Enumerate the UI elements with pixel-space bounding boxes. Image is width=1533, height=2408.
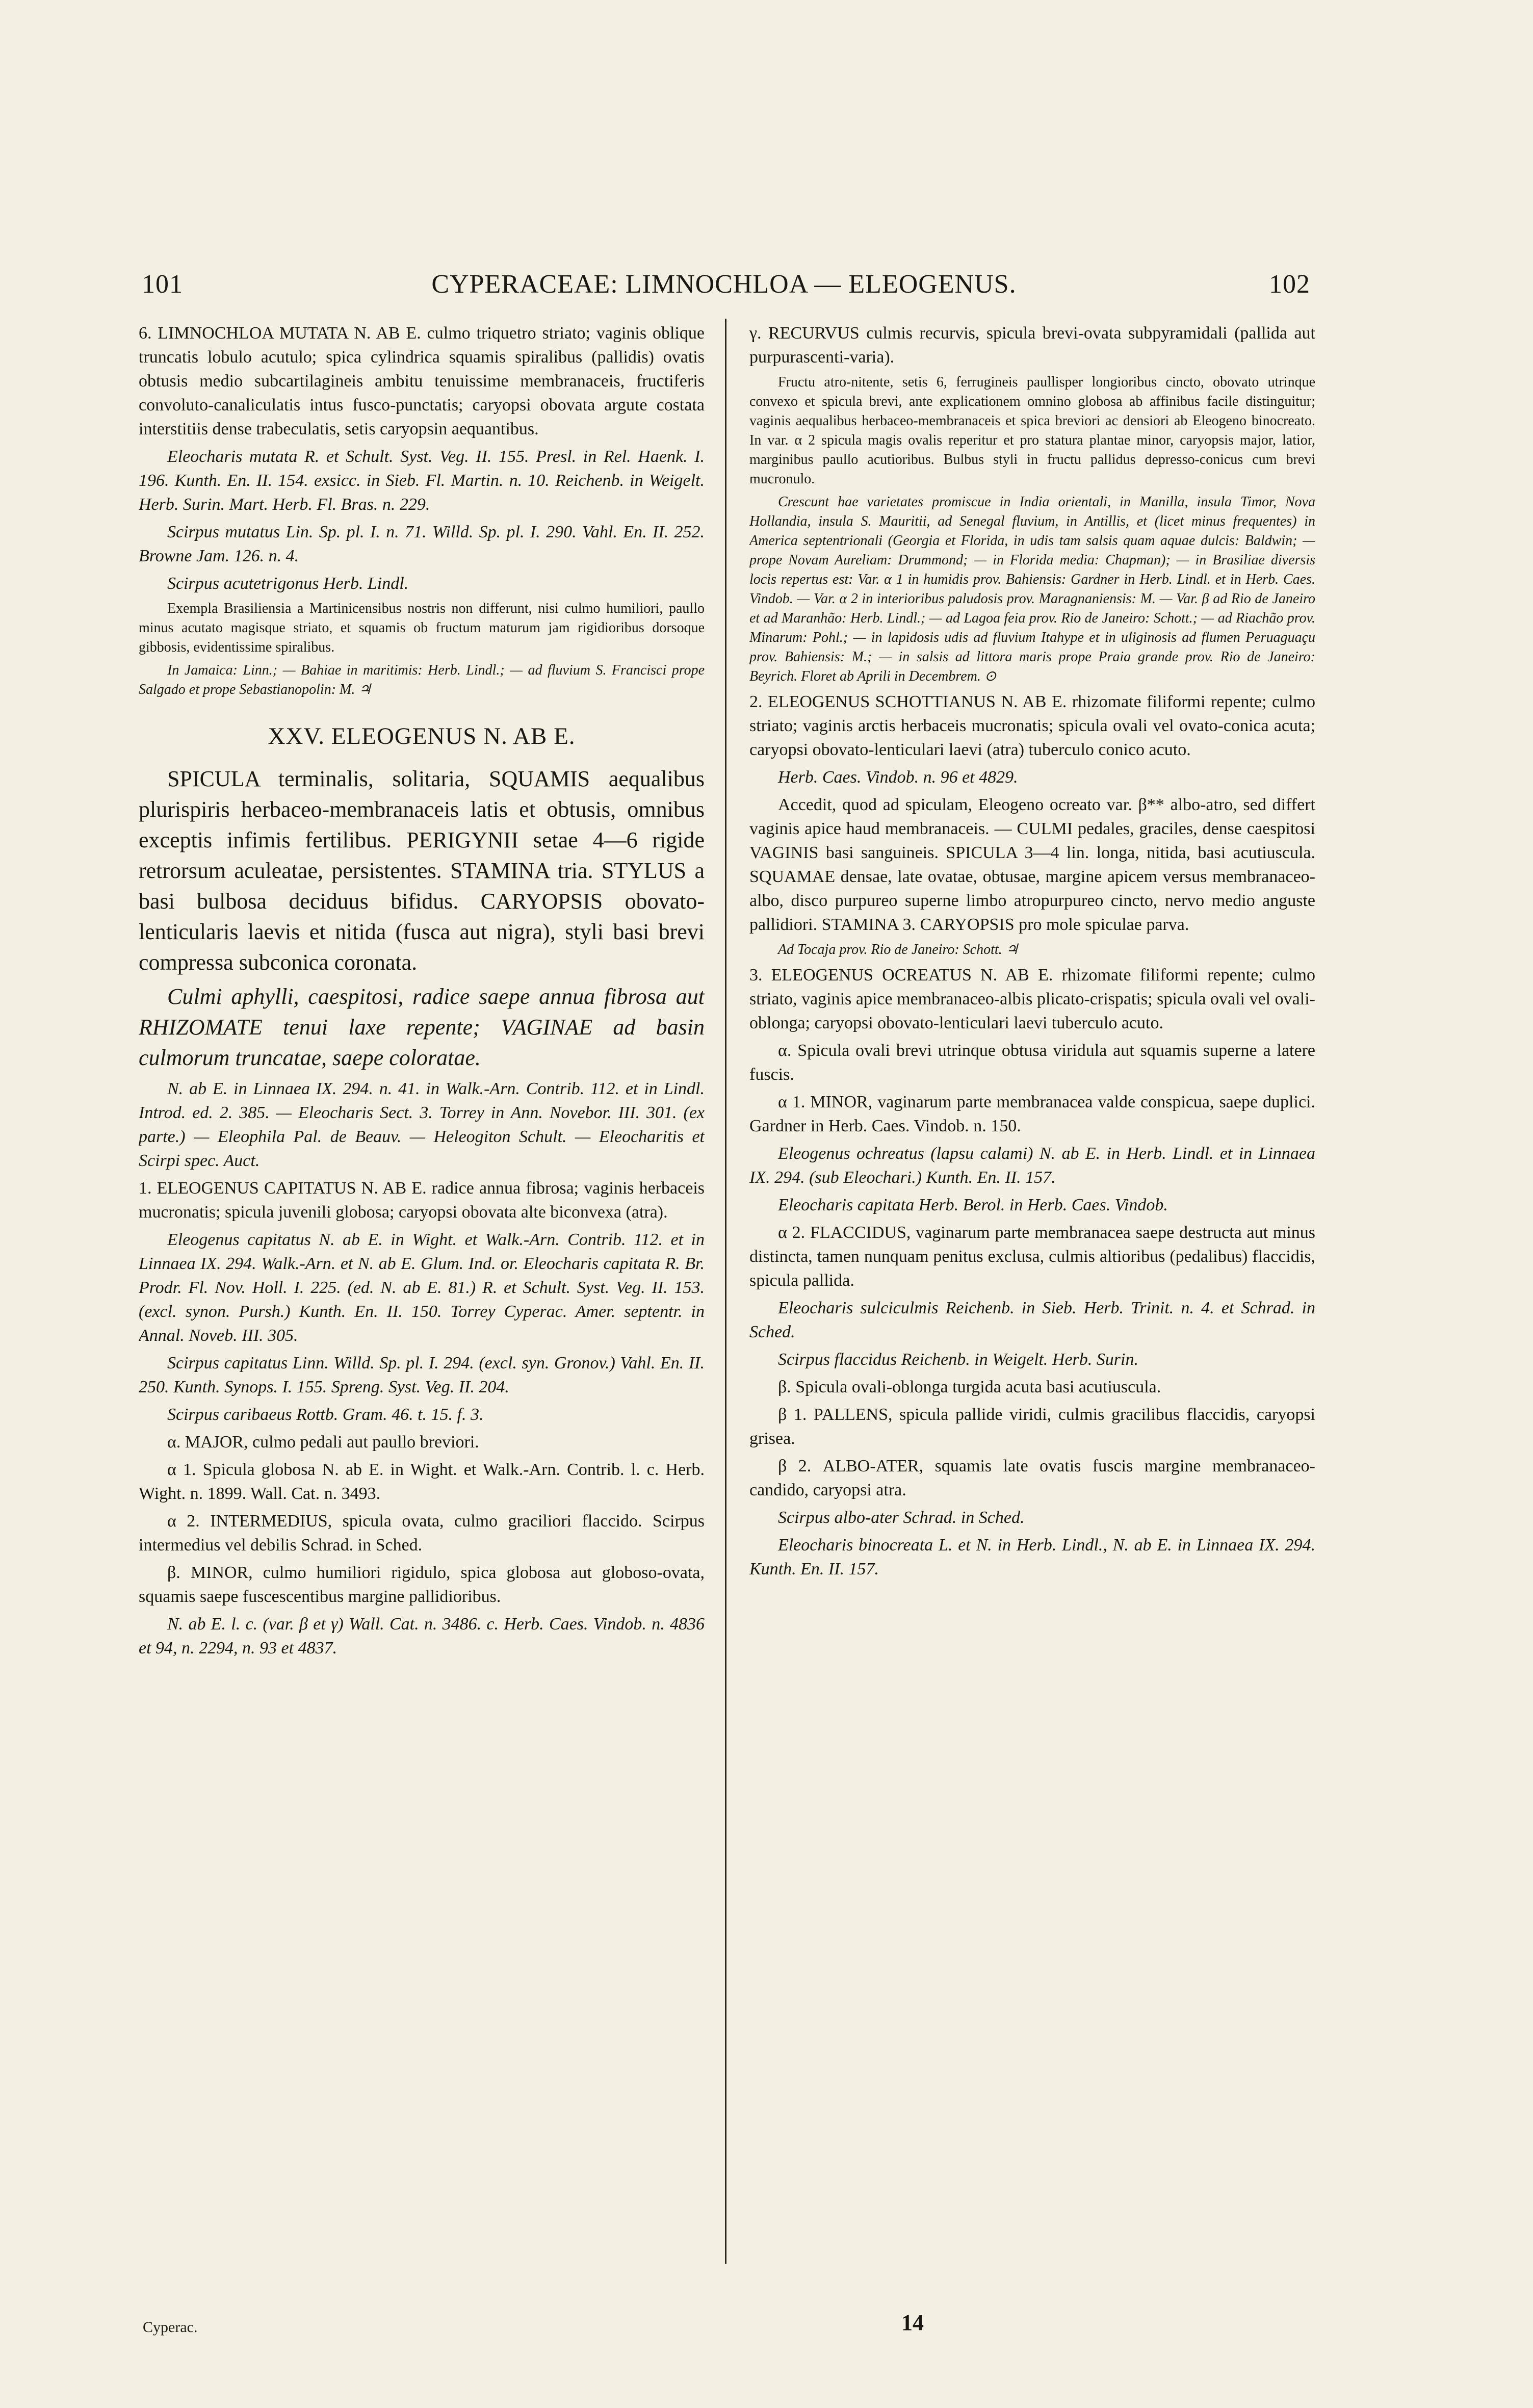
paragraph: Exempla Brasiliensia a Martinicensibus nostris non differunt, nisi culmo humiliori, paullo minus acutato magisque striato, et squamis ob fructum maturum jam rigidioribus dorsoque gibbosis, evidentissime spiralibus. xyxy=(139,601,705,655)
paragraph: Scirpus mutatus Lin. Sp. pl. I. n. 71. Willd. Sp. pl. I. 290. Vahl. En. II. 252. Browne Jam. 126. n. 4. xyxy=(139,523,705,565)
footer-signature-label: Cyperac. xyxy=(143,2319,198,2336)
paragraph: N. ab E. in Linnaea IX. 294. n. 41. in Walk.-Arn. Contrib. 112. et in Lindl. Introd. ed. 2. 385. — Eleocharis Sect. 3. Torrey in Ann. Novebor. III. 301. (ex parte.) — Eleophila Pal. de Beauv. — Heleogiton Schult. — Eleocharitis et Scirpi spec. Auct. xyxy=(139,1079,705,1170)
paragraph: α 1. Spicula globosa N. ab E. in Wight. et Walk.-Arn. Contrib. l. c. Herb. Wight. n. 1899. Wall. Cat. n. 3493. xyxy=(139,1460,705,1503)
paragraph: α 1. MINOR, vaginarum parte membranacea valde conspicua, saepe duplici. Gardner in Herb. Caes. Vindob. n. 150. xyxy=(749,1093,1315,1135)
paragraph: γ. RECURVUS culmis recurvis, spicula brevi-ovata subpyramidali (pallida aut purpurascenti-varia). xyxy=(749,324,1315,367)
section-heading: XXV. ELEOGENUS N. AB E. xyxy=(268,723,576,749)
paragraph: Eleocharis sulciculmis Reichenb. in Sieb. Herb. Trinit. n. 4. et Schrad. in Sched. xyxy=(749,1299,1315,1341)
running-header xyxy=(138,269,1310,305)
paragraph: Scirpus albo-ater Schrad. in Sched. xyxy=(778,1508,1025,1527)
paragraph: α 2. INTERMEDIUS, spicula ovata, culmo graciliori flaccido. Scirpus intermedius vel debilis Schrad. in Sched. xyxy=(139,1512,705,1555)
paragraph: Eleocharis mutata R. et Schult. Syst. Veg. II. 155. Presl. in Rel. Haenk. I. 196. Kunth. En. II. 154. exsicc. in Sieb. Fl. Martin. n. 10. Reichenb. in Weigelt. Herb. Surin. Mart. Herb. Fl. Bras. n. 229. xyxy=(139,447,705,514)
paragraph: Culmi aphylli, caespitosi, radice saepe annua fibrosa aut RHIZOMATE tenui laxe repente; VAGINAE ad basin culmorum truncatae, saepe coloratae. xyxy=(139,984,705,1070)
left-column xyxy=(139,321,705,2325)
paragraph: Scirpus flaccidus Reichenb. in Weigelt. Herb. Surin. xyxy=(778,1350,1138,1369)
paragraph: α. MAJOR, culmo pedali aut paullo breviori. xyxy=(167,1433,479,1452)
page-number-right: 102 xyxy=(1269,270,1310,299)
paragraph: α. Spicula ovali brevi utrinque obtusa viridula aut squamis superne a latere fuscis. xyxy=(749,1041,1315,1084)
running-title: CYPERACEAE: LIMNOCHLOA — ELEOGENUS. xyxy=(431,270,1017,299)
paragraph: SPICULA terminalis, solitaria, SQUAMIS aequalibus plurispiris herbaceo-membranaceis latis et obtusis, omnibus exceptis infimis fertilibus. PERIGYNII setae 4—6 rigide retrorsum aculeatae, persistentes. STAMINA tria. STYLUS a basi bulbosa deciduus bifidus. CARYOPSIS obovato-lenticularis laevis et nitida (fusca aut nigra), styli basi brevi compressa subconica coronata. xyxy=(139,766,705,975)
paragraph: N. ab E. l. c. (var. β et γ) Wall. Cat. n. 3486. c. Herb. Caes. Vindob. n. 4836 et 94, n. 2294, n. 93 et 4837. xyxy=(139,1615,705,1658)
paragraph: β. Spicula ovali-oblonga turgida acuta basi acutiuscula. xyxy=(778,1378,1161,1396)
sheet-signature: 14 xyxy=(901,2310,924,2335)
paragraph: Scirpus caribaeus Rottb. Gram. 46. t. 15. f. 3. xyxy=(167,1405,484,1424)
paragraph: Eleocharis capitata Herb. Berol. in Herb. Caes. Vindob. xyxy=(778,1196,1168,1214)
paragraph: Scirpus capitatus Linn. Willd. Sp. pl. I. 294. (excl. syn. Gronov.) Vahl. En. II. 250. Kunth. Synops. I. 155. Spreng. Syst. Veg. II. 204. xyxy=(139,1354,705,1396)
paragraph: β. MINOR, culmo humiliori rigidulo, spica globosa aut globoso-ovata, squamis saepe fuscescentibus margine pallidioribus. xyxy=(139,1563,705,1606)
paragraph: α 2. FLACCIDUS, vaginarum parte membranacea saepe destructa aut minus distincta, tamen nunquam penitus exclusa, culmis altioribus (pedalibus) flaccidis, spicula pallida. xyxy=(749,1223,1315,1290)
paragraph: 6. LIMNOCHLOA MUTATA N. AB E. culmo triquetro striato; vaginis oblique truncatis lobulo acutulo; spica cylindrica squamis spiralibus (pallidis) ovatis obtusis medio subcartilagineis ambitu tenuissime membranaceis, fructiferis convoluto-canaliculatis intus fusco-punctatis; caryopsi obovata argute costata interstitiis dense trabeculatis, setis caryopsin aequantibus. xyxy=(139,324,705,438)
paragraph: Eleogenus ochreatus (lapsu calami) N. ab E. in Herb. Lindl. et in Linnaea IX. 294. (sub Eleochari.) Kunth. En. II. 157. xyxy=(749,1144,1315,1187)
page-number-left: 101 xyxy=(142,270,183,299)
paragraph: Eleogenus capitatus N. ab E. in Wight. et Walk.-Arn. Contrib. 112. et in Linnaea IX. 294. Walk.-Arn. et N. ab E. Glum. Ind. or. Eleocharis capitata R. Br. Prodr. Fl. Nov. Holl. I. 225. (ed. N. ab E. 81.) R. et Schult. Syst. Veg. II. 153. (excl. synon. Pursh.) Kunth. En. II. 150. Torrey Cyperac. Amer. septentr. in Annal. Noveb. III. 305. xyxy=(139,1230,705,1345)
paragraph: β 1. PALLENS, spicula pallide viridi, culmis gracilibus flaccidis, caryopsi grisea. xyxy=(749,1405,1315,1448)
paragraph: β 2. ALBO-ATER, squamis late ovatis fuscis margine membranaceo-candido, caryopsi atra. xyxy=(749,1457,1315,1499)
paragraph: Fructu atro-nitente, setis 6, ferrugineis paullisper longioribus cincto, obovato utrinque convexo et spicula brevi, ante explicationem omnino globosa ab affinibus facile distinguitur; vaginis aequalibus herbaceo-membranaceis et spica breviori ac densiori ab Eleogeno binocreato. In var. α 2 spicula magis ovalis reperitur et pro statura plantae minor, caryopsis major, latior, marginibus paullo acutioribus. Bulbus styli in fructu pallidus depresso-conicus cum brevi mucronulo. xyxy=(749,374,1315,487)
paragraph: In Jamaica: Linn.; — Bahiae in maritimis: Herb. Lindl.; — ad fluvium S. Francisci prope Salgado et prope Sebastianopolin: M. ♃ xyxy=(139,662,705,697)
paragraph: Ad Tocaja prov. Rio de Janeiro: Schott. ♃ xyxy=(778,942,1019,957)
column-divider xyxy=(725,319,726,2264)
paragraph: Eleocharis binocreata L. et N. in Herb. Lindl., N. ab E. in Linnaea IX. 294. Kunth. En. II. 157. xyxy=(749,1536,1315,1578)
paragraph: Scirpus acutetrigonus Herb. Lindl. xyxy=(167,574,409,593)
paragraph: Herb. Caes. Vindob. n. 96 et 4829. xyxy=(778,768,1018,787)
paragraph: Accedit, quod ad spiculam, Eleogeno ocreato var. β** albo-atro, sed differt vaginis apice haud membranaceis. — CULMI pedales, graciles, dense caespitosi VAGINIS basi sanguineis. SPICULA 3—4 lin. longa, nitida, basi acutiuscula. SQUAMAE densae, late ovatae, obtusae, margine apicem versus membranaceo-albo, disco purpureo superne limbo atropurpureo cincto, nervo medio anguste pallidiori. STAMINA 3. CARYOPSIS pro mole spiculae parva. xyxy=(749,795,1315,934)
paragraph: 1. ELEOGENUS CAPITATUS N. AB E. radice annua fibrosa; vaginis herbaceis mucronatis; spicula juvenili globosa; caryopsi obovata alte biconvexa (atra). xyxy=(139,1179,705,1222)
paragraph: 3. ELEOGENUS OCREATUS N. AB E. rhizomate filiformi repente; culmo striato, vaginis apice membranaceo-albis plicato-crispatis; spicula ovali vel ovali-oblonga; caryopsi obovato-lenticulari laevi tuberculo acuto. xyxy=(749,966,1315,1032)
paragraph: Crescunt hae varietates promiscue in India orientali, in Manilla, insula Timor, Nova Hollandia, insula S. Mauritii, ad Senegal fluvium, in Antillis, et (licet minus frequentes) in America septentrionali (Georgia et Florida, in udis tam salsis quam aquae dulcis: Baldwin; — prope Novam Aureliam: Drummond; — in Florida media: Chapman); — in Brasiliae diversis locis repertus est: Var. α 1 in humidis prov. Bahiensis: Gardner in Herb. Lindl. et in Herb. Caes. Vindob. — Var. α 2 in interioribus paludosis prov. Maragnaniensis: M. — Var. β ad Rio de Janeiro et ad Maranhão: Herb. Lindl.; — ad Lagoa feia prov. Rio de Janeiro: Schott.; — ad Riachão prov. Minarum: Pohl.; — in lapidosis udis ad fluvium Itahype et in uliginosis ad flumen Peruaguaçu prov. Bahiensis: M.; — in salsis ad littora maris prope Praia grande prov. Rio de Janeiro: Beyrich. Floret ab Aprili in Decembrem. ⊙ xyxy=(749,494,1315,684)
paragraph: 2. ELEOGENUS SCHOTTIANUS N. AB E. rhizomate filiformi repente; culmo striato; vaginis arctis herbaceis mucronatis; spicula ovali vel ovato-conica acuta; caryopsi obovato-lenticulari laevi (atra) tuberculo conico acuto. xyxy=(749,692,1315,759)
right-column xyxy=(749,321,1315,2325)
